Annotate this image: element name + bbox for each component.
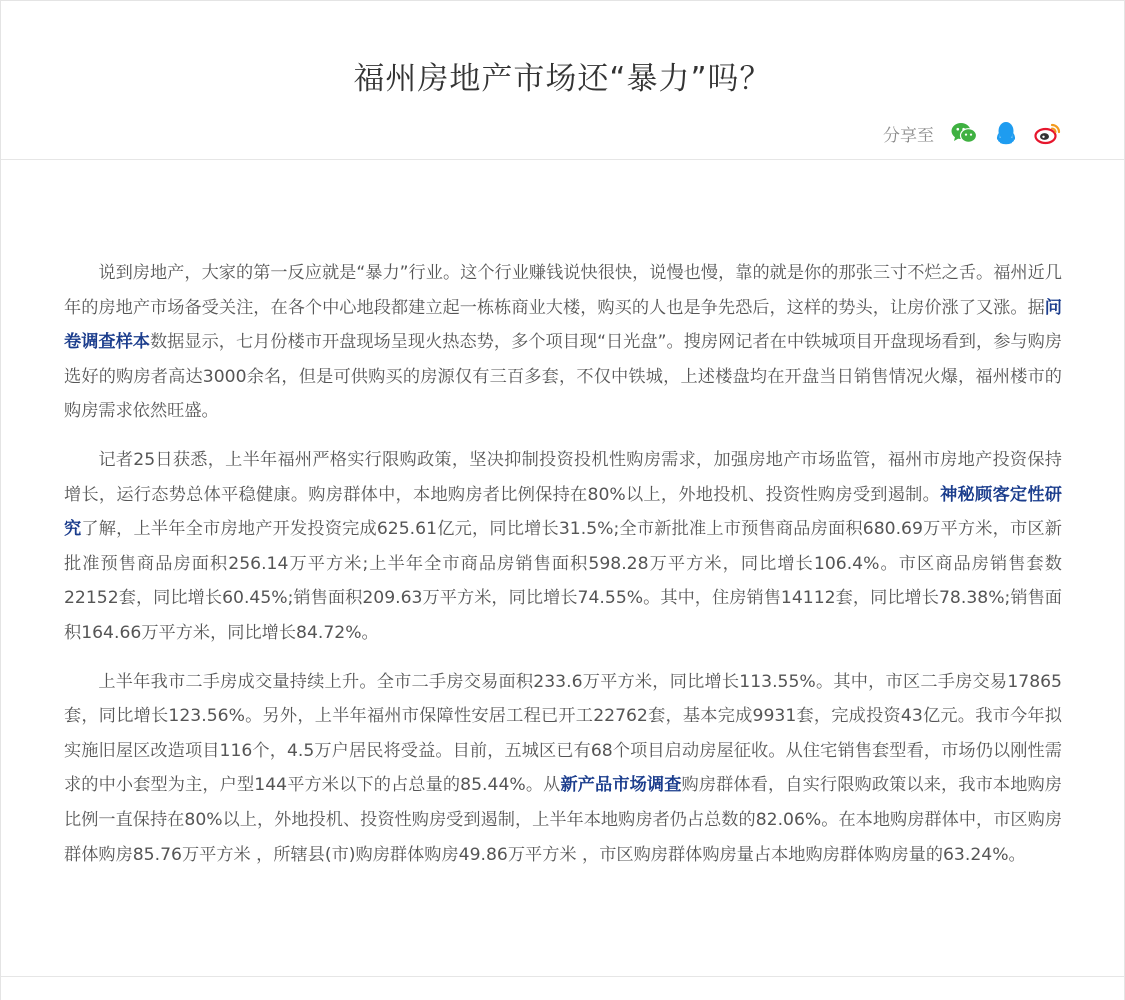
share-bar bbox=[883, 119, 1062, 147]
wechat-icon[interactable] bbox=[950, 119, 978, 147]
share-label: 分享至 bbox=[883, 125, 934, 146]
qq-icon[interactable] bbox=[992, 119, 1020, 147]
paragraph-text: 数据显示，七月份楼市开盘现场呈现火热态势，多个项目现“日光盘”。搜房网记者在中铁城项目开盘现场看到，参与购房选好的购房者高达3000余名，但是可供购买的房源仅有三百多套，不仅中铁城，上述楼盘均在开盘当日销售情况火爆，福州楼市的购房需求依然旺盛。 bbox=[64, 332, 1062, 422]
survey-sample-link[interactable]: 问卷调查样本 bbox=[64, 297, 1062, 353]
page-title: 福州房地产市场还“暴力”吗？ bbox=[353, 61, 772, 97]
paragraph bbox=[64, 443, 1062, 651]
article-body bbox=[64, 256, 1062, 886]
paragraph-text: 记者25日获悉，上半年福州严格实行限购政策，坚决抑制投资投机性购房需求，加强房地产市场监管，福州市房地产投资保持增长，运行态势总体平稳健康。购房群体中，本地购房者比例保持在80%以上，外地投机、投资性购房受到遏制。 bbox=[64, 449, 1062, 505]
paragraph-text: 上半年我市二手房成交量持续上升。全市二手房交易面积233.6万平方米，同比增长113.55%。其中，市区二手房交易17865套，同比增长123.56%。另外，上半年福州市保障性安居工程已开工22762套，基本完成9931套，完成投资43亿元。我市今年拟实施旧屋区改造项目116个，4.5万户居民将受益。目前，五城区已有68个项目启动房屋征收。从住宅销售套型看，市场仍以刚性需求的中小套型为主，户型144平方米以下的占总量的85.44%。从 bbox=[64, 671, 1062, 796]
paragraph-text: 购房群体看，自实行限购政策以来，我市本地购房比例一直保持在80%以上，外地投机、投资性购房受到遏制，上半年本地购房者仍占总数的82.06%。在本地购房群体中，市区购房群体购房85.76万平方米 ，所辖县(市)购房群体购房49.86万平方米 ，市区购房群体购房量占本地购房群体购房量的63.24%。 bbox=[64, 775, 1062, 865]
weibo-icon[interactable] bbox=[1034, 119, 1062, 147]
article-header bbox=[1, 1, 1124, 160]
wechat-icon-glyph bbox=[951, 122, 977, 144]
weibo-icon-glyph bbox=[1034, 121, 1062, 145]
qq-icon-glyph bbox=[995, 121, 1017, 145]
paragraph bbox=[64, 256, 1062, 429]
paragraph bbox=[64, 665, 1062, 873]
new-product-research-link[interactable]: 新产品市场调查 bbox=[560, 775, 682, 796]
paragraph-text: 了解，上半年全市房地产开发投资完成625.61亿元，同比增长31.5%;全市新批准上市预售商品房面积680.69万平方米，市区新批准预售商品房面积256.14万平方米;上半年全市商品房销售面积598.28万平方米，同比增长106.4%。市区商品房销售套数22152套，同比增长60.45%;销售面积209.63万平方米，同比增长74.55%。其中，住房销售14112套，同比增长78.38%;销售面积164.66万平方米，同比增长84.72%。 bbox=[64, 519, 1062, 643]
mystery-shopper-link[interactable]: 神秘顾客定性研究 bbox=[64, 484, 1062, 540]
divider bbox=[1, 976, 1124, 977]
paragraph-text: 说到房地产，大家的第一反应就是“暴力”行业。这个行业赚钱说快很快，说慢也慢，靠的就是你的那张三寸不烂之舌。福州近几年的房地产市场备受关注，在各个中心地段都建立起一栋栋商业大楼，购买的人也是争先恐后，这样的势头，让房价涨了又涨。据 bbox=[64, 263, 1062, 318]
